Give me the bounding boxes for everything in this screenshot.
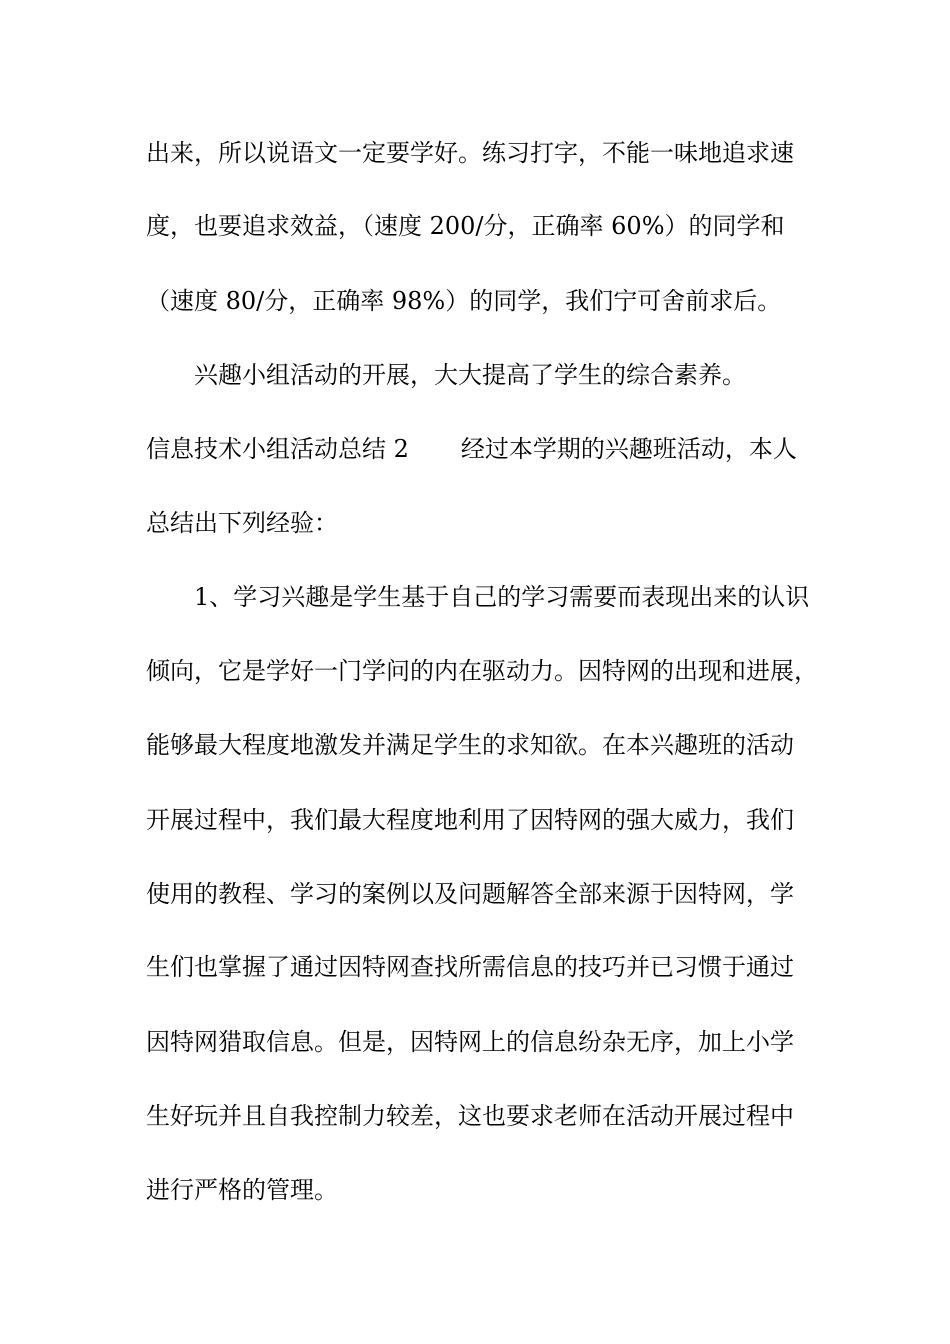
section-heading: 信息技术小组活动总结 2 <box>146 435 409 463</box>
text-line: 生们也掌握了通过因特网查找所需信息的技巧并已习惯于通过 <box>146 953 794 981</box>
paragraph-line: 兴趣小组活动的开展，大大提高了学生的综合素养。 <box>194 361 746 389</box>
text-line: 总结出下列经验： <box>146 509 338 537</box>
text-line: 倾向，它是学好一门学问的内在驱动力。因特网的出现和进展， <box>146 657 818 685</box>
text-line: 能够最大程度地激发并满足学生的求知欲。在本兴趣班的活动 <box>146 731 794 759</box>
text-line: 生好玩并且自我控制力较差，这也要求老师在活动开展过程中 <box>146 1102 794 1130</box>
text-line: 进行严格的管理。 <box>146 1176 338 1204</box>
heading-line <box>146 434 797 464</box>
text-line: 因特网猎取信息。但是，因特网上的信息纷杂无序，加上小学 <box>146 1028 794 1056</box>
text-line: （速度 80/分，正确率 98%）的同学，我们宁可舍前求后。 <box>146 287 782 315</box>
text-line: 度，也要追求效益，（速度 200/分，正确率 60%）的同学和 <box>146 212 785 240</box>
text-fragment: 经过本学期的兴趣班活动，本人 <box>460 435 797 463</box>
text-line: 开展过程中，我们最大程度地利用了因特网的强大威力，我们 <box>146 806 794 834</box>
paragraph-line: 1、学习兴趣是学生基于自己的学习需要而表现出来的认识 <box>194 583 810 611</box>
text-line: 出来，所以说语文一定要学好。练习打字，不能一味地追求速 <box>146 139 794 167</box>
text-line: 使用的教程、学习的案例以及问题解答全部来源于因特网，学 <box>146 880 794 908</box>
